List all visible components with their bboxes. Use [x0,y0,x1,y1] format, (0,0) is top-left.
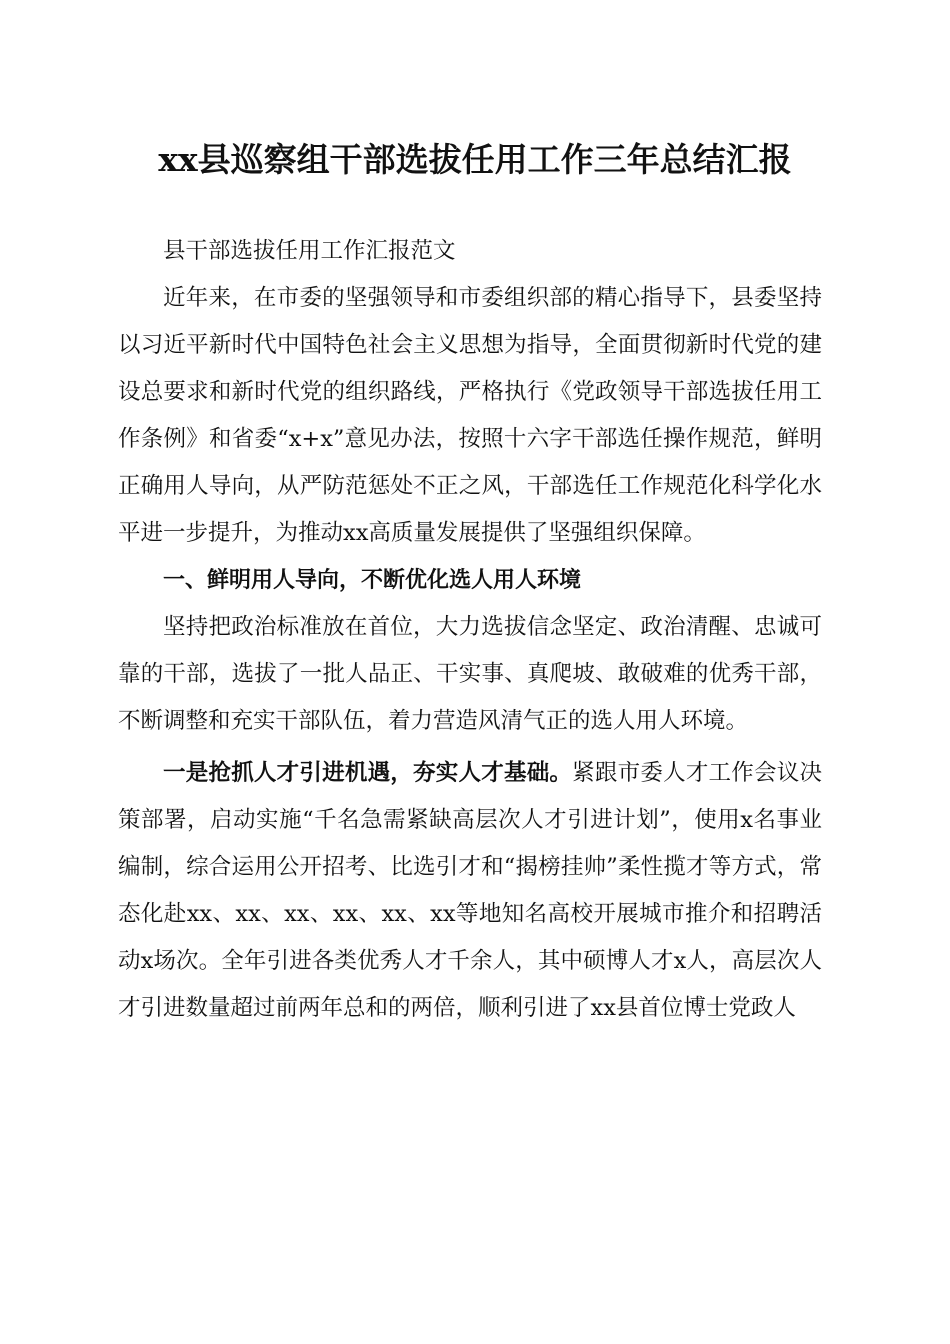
section-paragraph: 坚持把政治标准放在首位，大力选拔信念坚定、政治清醒、忠诚可靠的干部，选拔了一批人品正、干实事、真爬坡、敢破难的优秀干部，不断调整和充实干部队伍，着力营造风清气正的选人用人环境。 [118,614,822,734]
intro-paragraph: 近年来，在市委的坚强领导和市委组织部的精心指导下，县委坚持以习近平新时代中国特色社会主义思想为指导，全面贯彻新时代党的建设总要求和新时代党的组织路线，严格执行《党政领导干部选拔任用工作条例》和省委“x+x”意见办法，按照十六字干部选任操作规范，鲜明正确用人导向，从严防范惩处不正之风，干部选任工作规范化科学化水平进一步提升，为推动xx高质量发展提供了坚强组织保障。 [118,285,822,546]
document-body [118,228,822,1032]
point-paragraph [118,750,822,1032]
subtitle-line: 县干部选拔任用工作汇报范文 [163,238,456,264]
document-title: xx县巡察组干部选拔任用工作三年总结汇报 [158,140,792,179]
section-heading: 一、鲜明用人导向，不断优化选人用人环境 [163,568,582,593]
point-lead: 一是抢抓人才引进机遇，夯实人才基础。 [163,760,573,786]
point-text: 紧跟市委人才工作会议决策部署，启动实施“千名急需紧缺高层次人才引进计划”，使用x名事业编制，综合运用公开招考、比选引才和“揭榜挂帅”柔性揽才等方式，常态化赴xx、xx、xx、xx、xx、xx等地知名高校开展城市推介和招聘活动x场次。全年引进各类优秀人才千余人，其中硕博人才x人，高层次人才引进数量超过前两年总和的两倍，顺利引进了xx县首位博士党政人 [118,760,822,1021]
